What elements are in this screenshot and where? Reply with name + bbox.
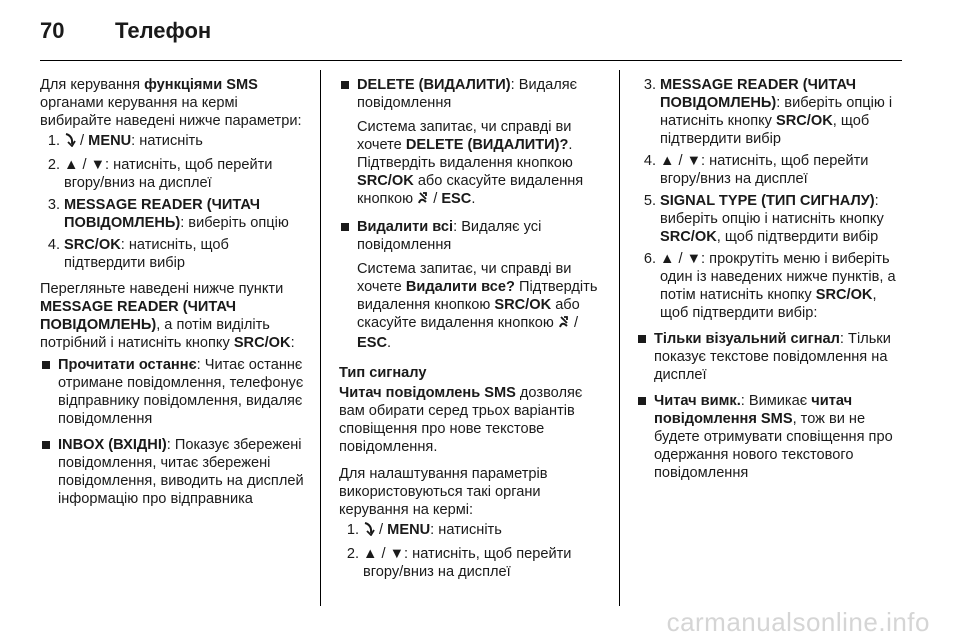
bullet-item: INBOX (ВХІДНІ): Показує збережені повідомлення, читає збережені повідомлення, виводить на дисплей інформацію про відправника: [40, 436, 312, 508]
list-item: 2. ▲ / ▼: натисніть, щоб перейти вгору/вниз на дисплеї: [47, 157, 273, 191]
steps-list: [636, 76, 906, 322]
bullet-item: Читач вимк.: Вимикає читач повідомлення SMS, тож ви не будете отримувати сповіщення про одержання нового текстового повідомлення: [636, 392, 906, 482]
column-1: [40, 76, 312, 516]
page-title: Телефон: [115, 18, 212, 43]
column-2: [339, 76, 607, 589]
bullet-square-icon: [42, 441, 50, 449]
bullet-square-icon: [341, 81, 349, 89]
bullet-item: Тільки візуальний сигнал: Тільки показує текстове повідомлення на дисплеї: [636, 330, 906, 384]
list-item: 1. / MENU: натисніть: [40, 132, 312, 152]
paragraph: Читач повідомлень SMS дозволяє вам обирати серед трьох варіантів сповіщення про нове текстове повідомлення.: [339, 385, 583, 455]
list-item: 4. ▲ / ▼: натисніть, щоб перейти вгору/вниз на дисплеї: [643, 153, 869, 187]
header-rule: [40, 60, 902, 61]
section-heading: Тип сигналу: [339, 365, 427, 381]
list-item: 4. SRC/OK: натисніть, щоб підтвердити вибір: [47, 237, 229, 271]
paragraph: Система запитає, чи справді ви хочете DELETE (ВИДАЛИТИ)?. Підтвердіть видалення кнопкою SRC/OK або скасуйте видалення кнопкою / ESC.: [357, 118, 607, 210]
list-item: 6. ▲ / ▼: прокрутіть меню і виберіть один із наведених нижче пунктів, а потім натисніть кнопку SRC/OK, щоб підтвердити вибір:: [643, 251, 896, 321]
page-number: 70: [40, 18, 65, 43]
steps-list: [40, 132, 312, 272]
bullet-item: DELETE (ВИДАЛИТИ): Видаляє повідомлення Система запитає, чи справді ви хочете DELETE (ВИДАЛИТИ)?. Підтвердіть видалення кнопкою SRC/OK або скасуйте видалення кнопкою / ESC.: [339, 76, 607, 210]
paragraph: Перегляньте наведені нижче пункти MESSAGE READER (ЧИТАЧ ПОВІДОМЛЕНЬ), а потім виділіть потрібний і натисніть кнопку SRC/OK:: [40, 281, 295, 351]
bullet-square-icon: [341, 223, 349, 231]
bullet-square-icon: [638, 335, 646, 343]
column-divider-2: [619, 70, 620, 606]
back-phone-icon: [558, 315, 570, 334]
paragraph: Система запитає, чи справді ви хочете Видалити все? Підтвердіть видалення кнопкою SRC/OK або скасуйте видалення кнопкою / ESC.: [357, 261, 598, 351]
bullet-item: Видалити всі: Видаляє усі повідомлення Система запитає, чи справді ви хочете Видалити все? Підтвердіть видалення кнопкою SRC/OK або скасуйте видалення кнопкою / ESC.: [339, 218, 607, 352]
list-item: 3. MESSAGE READER (ЧИТАЧ ПОВІДОМЛЕНЬ): виберіть опцію: [47, 197, 289, 231]
bullet-item: Прочитати останнє: Читає останнє отримане повідомлення, телефонує відправнику повідомлення, видаляє повідомлення: [40, 356, 312, 428]
list-item: 2. ▲ / ▼: натисніть, щоб перейти вгору/вниз на дисплеї: [346, 546, 572, 580]
bullet-square-icon: [638, 397, 646, 405]
steps-list: [339, 521, 607, 581]
intro-paragraph: Для керування функціями SMS органами керування на кермі вибирайте наведені нижче параметри:: [40, 77, 302, 129]
watermark: carmanualsonline.info: [666, 607, 930, 637]
paragraph: Для налаштування параметрів використовуються такі органи керування на кермі:: [339, 466, 548, 518]
bullet-square-icon: [42, 361, 50, 369]
back-phone-icon: [417, 191, 429, 210]
menu-arrow-icon: [363, 522, 375, 541]
list-item: 1. / MENU: натисніть: [339, 521, 607, 541]
menu-arrow-icon: [64, 133, 76, 152]
column-divider-1: [320, 70, 321, 606]
list-item: 3. MESSAGE READER (ЧИТАЧ ПОВІДОМЛЕНЬ): виберіть опцію і натисніть кнопку SRC/OK, щоб підтвердити вибір: [643, 77, 893, 147]
list-item: 5. SIGNAL TYPE (ТИП СИГНАЛУ): виберіть опцію і натисніть кнопку SRC/OK, щоб підтвердити вибір: [643, 193, 884, 245]
column-3: [636, 76, 906, 490]
